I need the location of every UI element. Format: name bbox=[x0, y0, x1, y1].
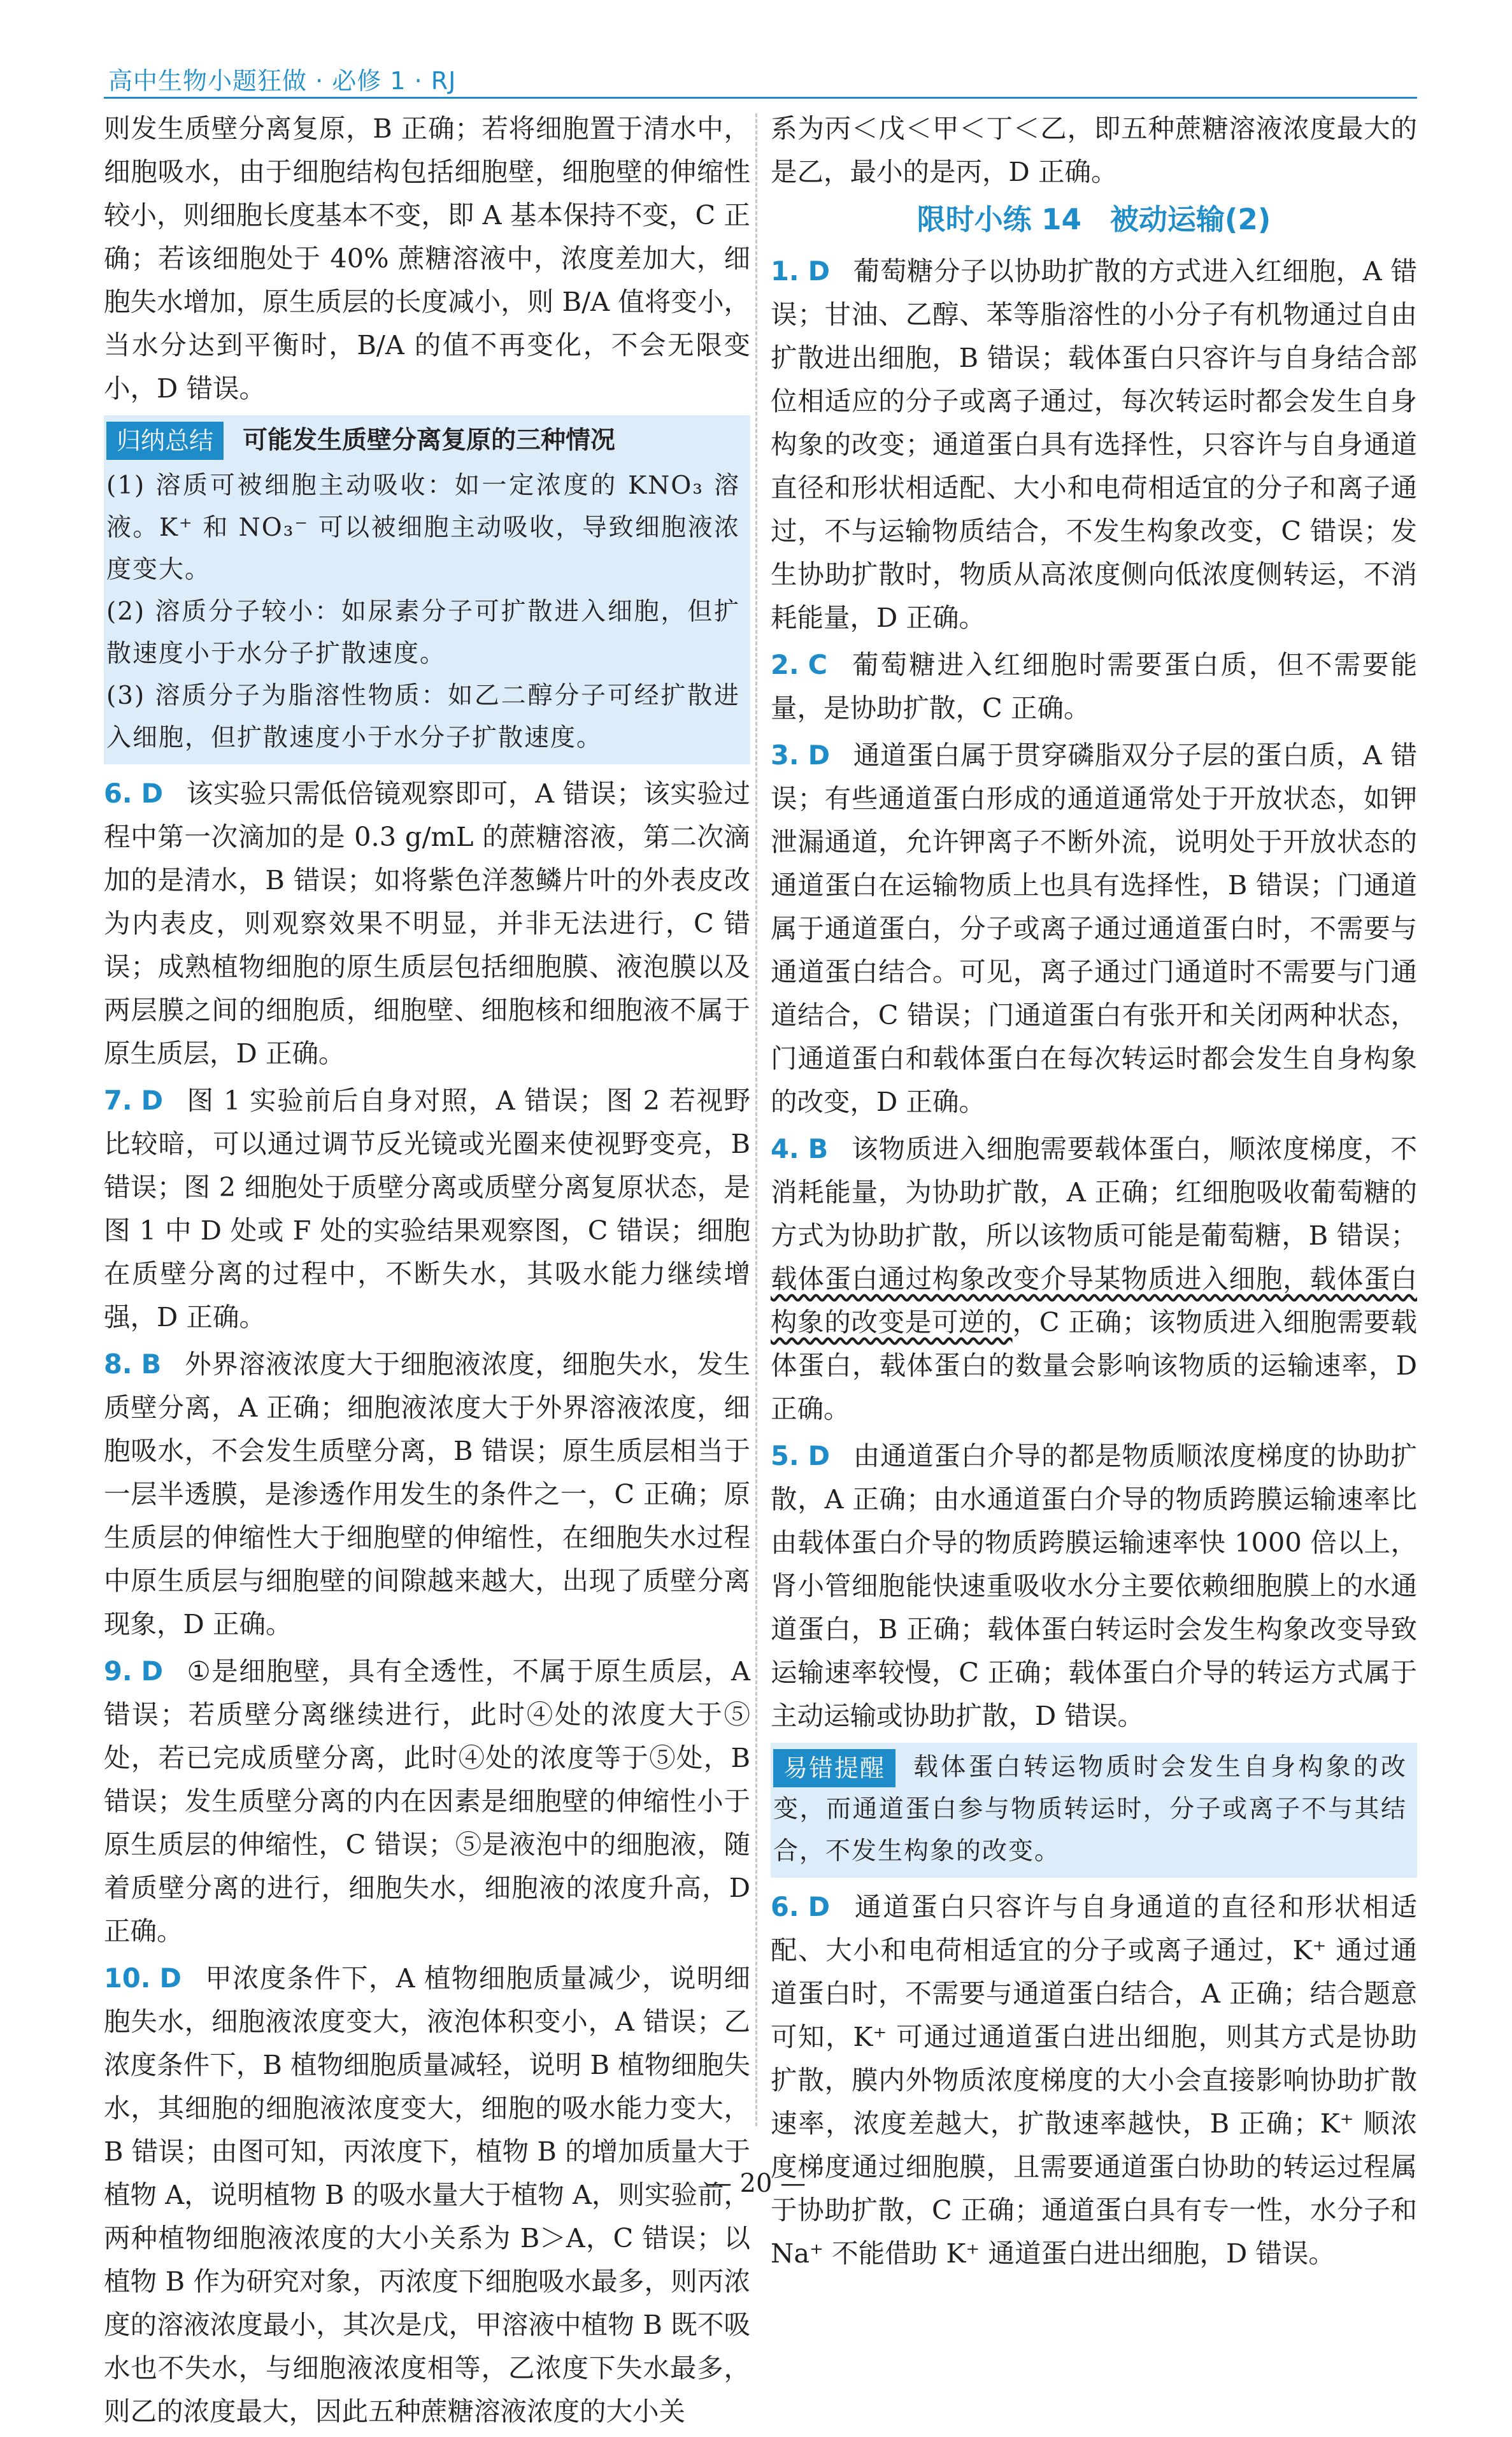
answer-number: 5. bbox=[771, 1440, 799, 1471]
tip-body bbox=[773, 1747, 1407, 1873]
answer-number: 3. bbox=[771, 740, 799, 771]
answer-choice: D bbox=[159, 1962, 182, 1994]
header-rule bbox=[104, 97, 1417, 99]
tip-box bbox=[771, 1743, 1417, 1878]
answer-explanation: ①是细胞壁，具有全透性，不属于原生质层，A 错误；若质壁分离继续进行，此时④处的浓度大于⑤处，若已完成质壁分离，此时④处的浓度等于⑤处，B 错误；发生质壁分离的内在因素是细胞壁的伸缩性小于原生质层的伸缩性，C 错误；⑤是液泡中的细胞液，随着质壁分离的进行，细胞失水，细胞液的浓度升高，D 正确。 bbox=[104, 1655, 750, 1947]
wavy-underlined-text: 载体蛋白通过构象改变介导某物质进入细胞，载体蛋白构象的改变是可逆的 bbox=[771, 1263, 1417, 1338]
page-number: — 20 — bbox=[706, 2169, 806, 2198]
summary-item-3: (3) 溶质分子为脂溶性物质：如乙二醇分子可经扩散进入细胞，但扩散速度小于水分子扩散速度。 bbox=[106, 682, 740, 752]
running-header: 高中生物小题狂做 · 必修 1 · RJ bbox=[108, 67, 457, 95]
answer-choice: D bbox=[141, 1655, 164, 1687]
answer-number: 8. bbox=[104, 1348, 132, 1380]
answer-choice: B bbox=[808, 1133, 829, 1164]
answer-explanation: 葡萄糖进入红细胞时需要蛋白质，但不需要能量，是协助扩散，C 正确。 bbox=[771, 649, 1417, 724]
answer-item-9 bbox=[104, 1650, 750, 1953]
answer-choice: D bbox=[808, 1891, 831, 1922]
answer-choice: D bbox=[808, 255, 831, 287]
section-title: 限时小练 14 被动运输(2) bbox=[916, 203, 1271, 236]
answer-choice: B bbox=[141, 1348, 162, 1380]
paragraph-intro: 则发生质壁分离复原，B 正确；若将细胞置于清水中，细胞吸水，由于细胞结构包括细胞壁，细胞壁的伸缩性较小，则细胞长度基本不变，即 A 基本保持不变，C 正确；若该细胞处于 40% 蔗糖溶液中，浓度差加大，细胞失水增加，原生质层的长度减小，则 B/A 值将变小，当水分达到平衡时，B/A 的值不再变化，不会无限变小，D 错误。 bbox=[104, 113, 750, 404]
paragraph-continuation: 系为丙＜戊＜甲＜丁＜乙，即五种蔗糖溶液浓度最大的是乙，最小的是丙，D 正确。 bbox=[771, 113, 1417, 187]
answer-item-2 bbox=[771, 643, 1417, 730]
tip-text: 载体蛋白转运物质时会发生自身构象的改变，而通道蛋白参与物质转运时，分子或离子不与其结合，不发生构象的改变。 bbox=[773, 1753, 1407, 1866]
answer-explanation-end: ，C 正确；该物质进入细胞需要载体蛋白，载体蛋白的数量会影响该物质的运输速率，D 正确。 bbox=[771, 1306, 1417, 1424]
summary-tag: 归纳总结 bbox=[106, 422, 224, 460]
answer-number: 1. bbox=[771, 255, 799, 287]
answer-choice: D bbox=[808, 1440, 831, 1471]
right-column bbox=[771, 107, 1417, 2279]
answer-number: 6. bbox=[771, 1891, 799, 1922]
answer-explanation: 该物质进入细胞需要载体蛋白，顺浓度梯度，不消耗能量，为协助扩散，A 正确；红细胞吸收葡萄糖的方式为协助扩散，所以该物质可能是葡萄糖，B 错误； bbox=[771, 1133, 1417, 1251]
answer-number: 9. bbox=[104, 1655, 132, 1687]
summary-item-1: (1) 溶质可被细胞主动吸收：如一定浓度的 KNO₃ 溶液。K⁺ 和 NO₃⁻ 可以被细胞主动吸收，导致细胞液浓度变大。 bbox=[106, 471, 740, 584]
answer-item-4 bbox=[771, 1127, 1417, 1431]
answer-item-6-right bbox=[771, 1885, 1417, 2275]
summary-item-2: (2) 溶质分子较小：如尿素分子可扩散进入细胞，但扩散速度小于水分子扩散速度。 bbox=[106, 597, 740, 668]
answer-item-5 bbox=[771, 1434, 1417, 1738]
answer-explanation: 葡萄糖分子以协助扩散的方式进入红细胞，A 错误；甘油、乙醇、苯等脂溶性的小分子有机物通过自由扩散进出细胞，B 错误；载体蛋白只容许与自身结合部位相适应的分子或离子通过，每次转运时都会发生自身构象的改变；通道蛋白具有选择性，只容许与自身通道直径和形状相适配、大小和电荷相适宜的分子和离子通过，不与运输物质结合，不发生构象改变，C 错误；发生协助扩散时，物质从高浓度侧向低浓度侧转运，不消耗能量，D 正确。 bbox=[771, 255, 1417, 633]
answer-item-1 bbox=[771, 250, 1417, 640]
summary-title: 可能发生质壁分离复原的三种情况 bbox=[243, 426, 616, 455]
summary-box bbox=[104, 415, 750, 764]
answer-choice: D bbox=[808, 740, 831, 771]
summary-header bbox=[106, 419, 740, 462]
answer-number: 2. bbox=[771, 649, 799, 680]
answer-item-8 bbox=[104, 1343, 750, 1646]
answer-item-6 bbox=[104, 772, 750, 1075]
answer-choice: D bbox=[141, 778, 164, 809]
answer-number: 4. bbox=[771, 1133, 799, 1164]
left-column bbox=[104, 107, 750, 2437]
answer-item-7 bbox=[104, 1079, 750, 1339]
tip-tag: 易错提醒 bbox=[773, 1749, 895, 1787]
answer-number: 6. bbox=[104, 778, 132, 809]
answer-explanation: 由通道蛋白介导的都是物质顺浓度梯度的协助扩散，A 正确；由水通道蛋白介导的物质跨膜运输速率比由载体蛋白介导的物质跨膜运输速率快 1000 倍以上，肾小管细胞能快速重吸收水分主要依赖细胞膜上的水通道蛋白，B 正确；载体蛋白转运时会发生构象改变导致运输速率较慢，C 正确；载体蛋白介导的转运方式属于主动运输或协助扩散，D 错误。 bbox=[771, 1440, 1417, 1731]
answer-explanation: 通道蛋白属于贯穿磷脂双分子层的蛋白质，A 错误；有些通道蛋白形成的通道通常处于开放状态，如钾泄漏通道，允许钾离子不断外流，说明处于开放状态的通道蛋白在运输物质上也具有选择性，B 错误；门通道属于通道蛋白，分子或离子通过通道蛋白时，不需要与通道蛋白结合。可见，离子通过门通道时不需要与门通道结合，C 错误；门通道蛋白有张开和关闭两种状态，门通道蛋白和载体蛋白在每次转运时都会发生自身构象的改变，D 正确。 bbox=[771, 740, 1417, 1117]
answer-explanation: 该实验只需低倍镜观察即可，A 错误；该实验过程中第一次滴加的是 0.3 g/mL 的蔗糖溶液，第二次滴加的是清水，B 错误；如将紫色洋葱鳞片叶的外表皮改为内表皮，则观察效果不明显，并非无法进行，C 错误；成熟植物细胞的原生质层包括细胞膜、液泡膜以及两层膜之间的细胞质，细胞壁、细胞核和细胞液不属于原生质层，D 正确。 bbox=[104, 778, 750, 1069]
answer-choice: C bbox=[808, 649, 828, 680]
answer-explanation: 通道蛋白只容许与自身通道的直径和形状相适配、大小和电荷相适宜的分子或离子通过，K⁺ 通过通道蛋白时，不需要与通道蛋白结合，A 正确；结合题意可知，K⁺ 可通过通道蛋白进出细胞，则其方式是协助扩散，膜内外物质浓度梯度的大小会直接影响协助扩散速率，浓度差越大，扩散速率越快，B 正确；K⁺ 顺浓度梯度通过细胞膜，且需要通道蛋白协助的转运过程属于协助扩散，C 正确；通道蛋白具有专一性，水分子和 Na⁺ 不能借助 K⁺ 通道蛋白进出细胞，D 错误。 bbox=[771, 1891, 1417, 2269]
answer-explanation: 甲浓度条件下，A 植物细胞质量减少，说明细胞失水，细胞液浓度变大，液泡体积变小，A 错误；乙浓度条件下，B 植物细胞质量减轻，说明 B 植物细胞失水，其细胞的细胞液浓度变大，细胞的吸水能力变大，B 错误；由图可知，丙浓度下，植物 B 的增加质量大于植物 A，说明植物 B 的吸水量大于植物 A，则实验前，两种植物细胞液浓度的大小关系为 B＞A，C 错误；以植物 B 作为研究对象，丙浓度下细胞吸水最多，则丙浓度的溶液浓度最小，其次是戊，甲溶液中植物 B 既不吸水也不失水，与细胞液浓度相等，乙浓度下失水最多，则乙的浓度最大，因此五种蔗糖溶液浓度的大小关 bbox=[104, 1962, 750, 2427]
answer-explanation: 外界溶液浓度大于细胞液浓度，细胞失水，发生质壁分离，A 正确；细胞液浓度大于外界溶液浓度，细胞吸水，不会发生质壁分离，B 错误；原生质层相当于一层半透膜，是渗透作用发生的条件之一，C 正确；原生质层的伸缩性大于细胞壁的伸缩性，在细胞失水过程中原生质层与细胞壁的间隙越来越大，出现了质壁分离现象，D 正确。 bbox=[104, 1348, 750, 1640]
answer-number: 7. bbox=[104, 1085, 132, 1116]
answer-number: 10. bbox=[104, 1962, 151, 1994]
answer-choice: D bbox=[141, 1085, 164, 1116]
column-divider bbox=[755, 113, 757, 2126]
answer-item-3 bbox=[771, 734, 1417, 1124]
answer-explanation: 图 1 实验前后自身对照，A 错误；图 2 若视野比较暗，可以通过调节反光镜或光圈来使视野变亮，B 错误；图 2 细胞处于质壁分离或质壁分离复原状态，是图 1 中 D 处或 F 处的实验结果观察图，C 错误；细胞在质壁分离的过程中，不断失水，其吸水能力继续增强，D 正确。 bbox=[104, 1085, 750, 1333]
